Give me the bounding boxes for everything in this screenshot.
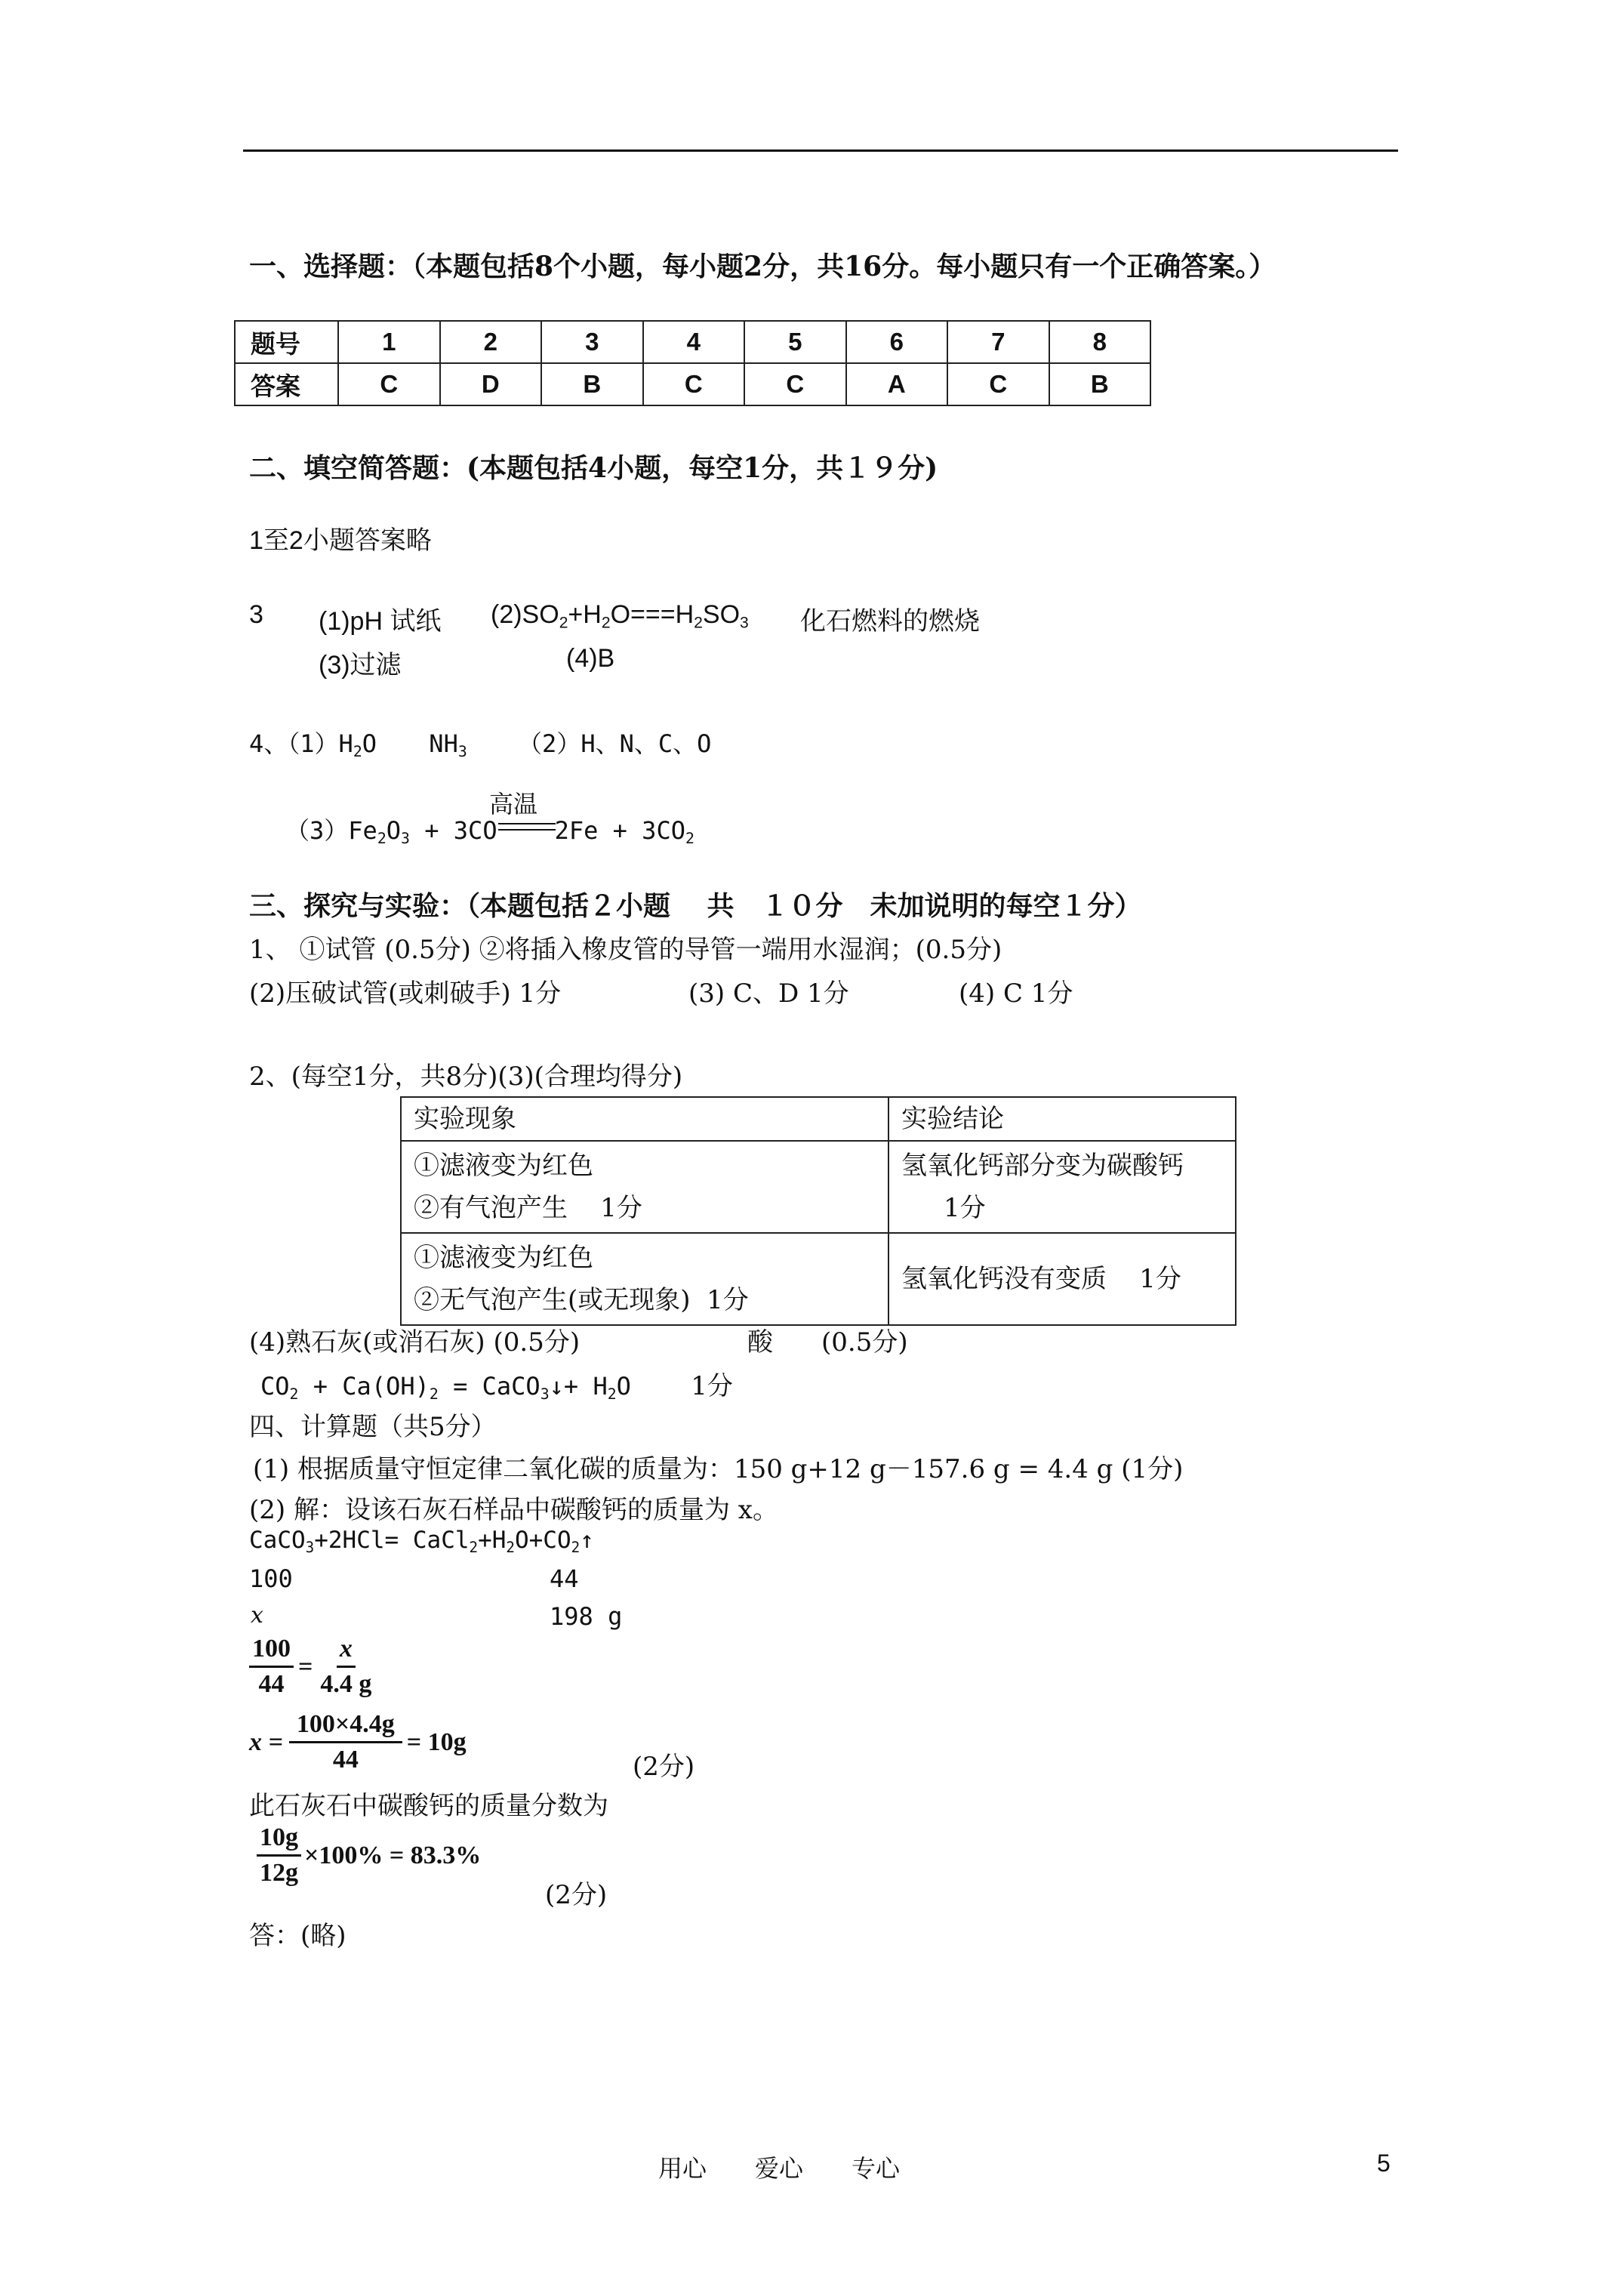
q12-answer: 1至2小题答案略 [249, 526, 432, 555]
s4-row2a: x [251, 1602, 263, 1629]
footer-text: 用心 爱心 专心 [658, 2154, 901, 2183]
s4-line3: 此石灰石中碳酸钙的质量分数为 [249, 1791, 608, 1821]
table-cell: 5 [744, 321, 846, 363]
s3-q4: (4)熟石灰(或消石灰) (0.5分) 酸 (0.5分) [249, 1327, 908, 1358]
table-cell: ①滤液变为红色 ②无气泡产生(或无现象) 1分 [401, 1233, 888, 1325]
table-cell: 1 [338, 321, 440, 363]
q3-a2: $(2)SO_2+H_2O===H_2SO_3$ [491, 600, 749, 632]
table-cell: 题号 [235, 321, 338, 363]
table-cell: 6 [846, 321, 948, 363]
q3-note: 化石燃料的燃烧 [800, 606, 980, 636]
s3-q2-title: 2、(每空1分，共8分)(3)(合理均得分) [249, 1062, 683, 1092]
table-cell: 7 [947, 321, 1049, 363]
s4-row2b: 198 g [550, 1602, 623, 1631]
section4-title: 四、计算题（共5分） [249, 1412, 497, 1442]
table-header: 实验结论 [888, 1097, 1236, 1141]
table-row [401, 1141, 1236, 1233]
q3-a4: (4)B [566, 644, 615, 673]
fraction-2: x = $\frac{100\times 4.4g}{44}$ = 10g [249, 1708, 467, 1777]
table-cell: 氢氧化钙部分变为碳酸钙 1分 [888, 1141, 1236, 1233]
table-row [235, 363, 1150, 405]
q4-line1: 4、$(1)H_2O$ $NH_3$ （2）H、N、C、O [249, 729, 712, 760]
table-cell: 3 [541, 321, 643, 363]
table-cell: B [1049, 363, 1151, 405]
table-cell: C [338, 363, 440, 405]
s4-line2: (2) 解：设该石灰石样品中碳酸钙的质量为 x。 [249, 1495, 778, 1525]
table-cell: 8 [1049, 321, 1151, 363]
s3-q1-line2: (2)压破试管(或刺破手) 1分 (3) C、D 1分 (4) C 1分 [249, 978, 1073, 1009]
s4-equation: CaCO$_3$+2HCl= $CaCl_2+H_2O+CO_2↑$ [249, 1527, 594, 1556]
experiment-table [400, 1096, 1236, 1326]
q4-line2: $(3)Fe_2O_3 + 3CO$ $2Fe + 3CO_2$ [285, 816, 694, 847]
q3-a1: (1)pH 试纸 [319, 607, 442, 636]
table-row [235, 321, 1150, 363]
page-number: 5 [1377, 2150, 1390, 2177]
fraction-1: $\frac{100}{44}$ = $\frac{x}{4.4 g}$ [249, 1632, 374, 1701]
q3-line2 [319, 644, 615, 681]
table-cell: C [947, 363, 1049, 405]
s4-score2: (2分) [545, 1880, 608, 1910]
table-cell: D [440, 363, 542, 405]
s4-row1b: 44 [550, 1564, 579, 1593]
fraction-3: $\frac{10g}{12g}$ ×100% = 83.3% [257, 1821, 481, 1890]
table-cell: 答案 [235, 363, 338, 405]
s4-line1: (1) 根据质量守恒定律二氧化碳的质量为：150 g+12 g－157.6 g = 4.4 g (1分) [253, 1454, 1184, 1484]
section2-title: 二、填空简答题：(本题包括4小题，每空1分，共１９分) [249, 452, 938, 484]
section1-title: 一、选择题：（本题包括8个小题，每小题2分，共16分。每小题只有一个正确答案。） [249, 251, 1277, 282]
table-cell: C [744, 363, 846, 405]
s4-answer: 答：(略) [249, 1921, 346, 1951]
table-header: 实验现象 [401, 1097, 888, 1141]
q3-a3: (3)过滤 [319, 651, 402, 680]
table-cell: C [643, 363, 745, 405]
table-cell: 4 [643, 321, 745, 363]
q3-num: 3 [249, 600, 263, 629]
s4-row1a: 100 [249, 1564, 293, 1593]
q3-line1 [249, 600, 980, 636]
table-cell: 2 [440, 321, 542, 363]
section3-title: 三、探究与实验：（本题包括２小题 共 １０分 未加说明的每空１分） [249, 890, 1142, 922]
header-rule [243, 149, 1398, 152]
s3-equation: $CO_2 + Ca(OH)_2$ = CaCO$_3$↓+ $H_2O$ 1分 [260, 1371, 733, 1403]
q4-cond: 高温 [489, 790, 538, 818]
table-cell: A [846, 363, 948, 405]
s4-score1: (2分) [633, 1752, 695, 1782]
s3-q1-line1: 1、 ①试管 (0.5分) ②将插入橡皮管的导管一端用水湿润；(0.5分) [249, 935, 1002, 965]
table-cell: 氢氧化钙没有变质 1分 [888, 1233, 1236, 1325]
table-row [401, 1097, 1236, 1141]
table-row [401, 1233, 1236, 1325]
answer-table [234, 320, 1151, 406]
table-cell: ①滤液变为红色 ②有气泡产生 1分 [401, 1141, 888, 1233]
table-cell: B [541, 363, 643, 405]
